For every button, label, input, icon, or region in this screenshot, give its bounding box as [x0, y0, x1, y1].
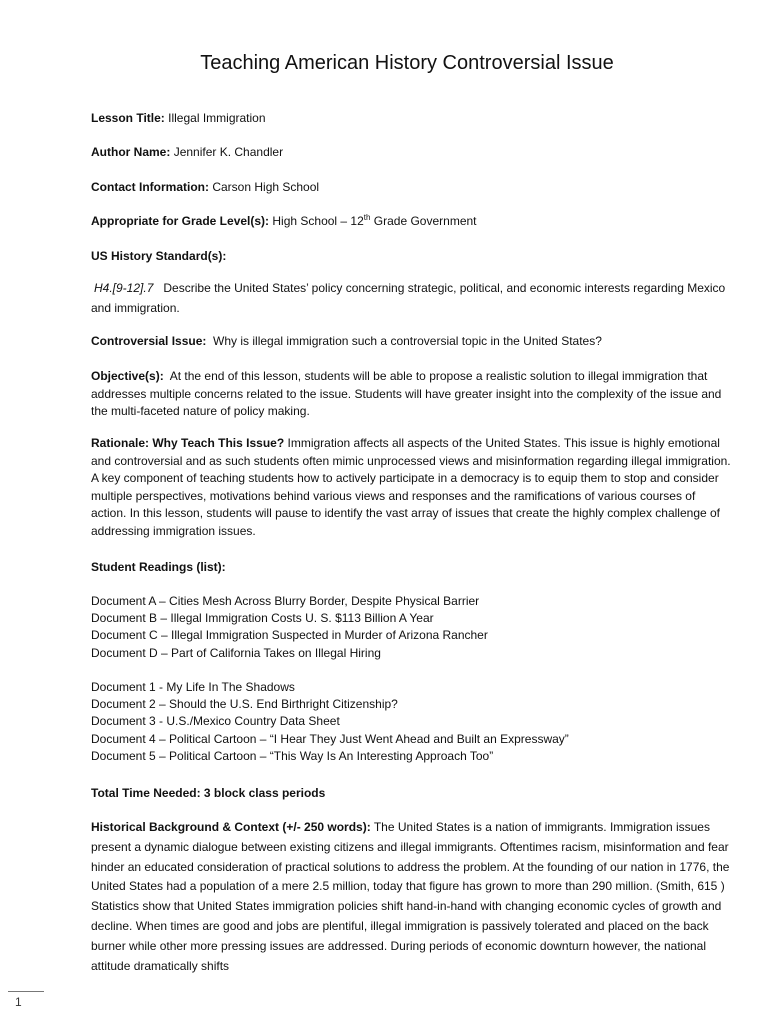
objectives-paragraph: [91, 368, 731, 421]
reading-item: Document 5 – Political Cartoon – “This Way Is An Interesting Approach Too”: [91, 748, 494, 763]
reading-item: Document A – Cities Mesh Across Blurry Border, Despite Physical Barrier: [91, 594, 480, 608]
contact-label: Contact Information:: [91, 180, 209, 194]
grade-level-sup: th: [363, 213, 371, 222]
readings-label: Student Readings (list):: [91, 560, 226, 574]
controversial-issue-line: [91, 333, 731, 351]
readings-group-b: [91, 679, 731, 765]
reading-item: Document 2 – Should the U.S. End Birthright Citizenship?: [91, 697, 398, 712]
background-paragraph: [91, 818, 731, 976]
reading-item: Document B – Illegal Immigration Costs U. S. $113 Billion A Year: [91, 611, 434, 626]
reading-item: Document C – Illegal Immigration Suspected in Murder of Arizona Rancher: [91, 628, 488, 643]
standard-text: Describe the United States’ policy concerning strategic, political, and economic interests regarding Mexico and immigration.: [91, 281, 726, 315]
reading-item: Document 4 – Political Cartoon – “I Hear They Just Went Ahead and Built an Expressway”: [91, 731, 569, 746]
reading-item: Document D – Part of California Takes on Illegal Hiring: [91, 645, 381, 660]
rationale-value: Immigration affects all aspects of the United States. This issue is highly emotional and controversial and as such students often mimic unprocessed views and misinformation regarding illegal immigration. A key component of teaching students how to actively participate in a democracy is to equip them to stop and consider multiple perspectives, motivations behind various views and responses and the ramifications of various courses of action. In this lesson, students will pause to identify the vast array of issues that create the highly complex challenge of addressing immigration issues.: [91, 436, 731, 538]
author-line: [91, 144, 731, 162]
grade-level-line: [91, 213, 731, 231]
page-title: Teaching American History Controversial Issue: [200, 52, 614, 74]
rationale-label: Rationale: Why Teach This Issue?: [91, 436, 285, 450]
standards-heading: [91, 248, 731, 266]
readings-group-a: [91, 593, 731, 662]
reading-item: Document 3 - U.S./Mexico Country Data Sheet: [91, 714, 340, 729]
contact-value: Carson High School: [212, 180, 320, 194]
standard-code: H4.[9-12].7: [94, 281, 154, 295]
background-label: Historical Background & Context (+/- 250 words):: [91, 820, 371, 834]
grade-level-value-post: Grade Government: [370, 214, 477, 228]
contact-line: [91, 179, 731, 197]
page-number: 1: [15, 995, 22, 1009]
background-value: The United States is a nation of immigrants. Immigration issues present a dynamic dialogue between existing citizens and illegal immigrants. Oftentimes racism, misinformation and fear hinder an educated consideration of practical solutions to address the problem. At the founding of our nation in 1776, the United States had a population of a mere 2.5 million, today that figure has grown to more than 290 million. (Smith, 615 ) Statistics show that United States immigration policies shift hand-in-hand with changing economic cycles of growth and decline. When times are good and jobs are plentiful, illegal immigration is passively tolerated and placed on the back burner while other more pressing issues are addressed. During periods of economic downturn however, the national attitude dramatically shifts: [91, 820, 730, 973]
lesson-title-label: Lesson Title:: [91, 111, 165, 125]
author-value: Jennifer K. Chandler: [173, 145, 284, 159]
controversial-issue-value: Why is illegal immigration such a controversial topic in the United States?: [213, 334, 602, 348]
lesson-title-value: Illegal Immigration: [168, 111, 266, 125]
standards-paragraph: [91, 279, 731, 319]
standards-label: US History Standard(s):: [91, 249, 227, 263]
author-label: Author Name:: [91, 145, 171, 159]
grade-level-label: Appropriate for Grade Level(s):: [91, 214, 270, 228]
lesson-title-line: [91, 110, 731, 128]
objectives-label: Objective(s):: [91, 369, 164, 383]
controversial-issue-label: Controversial Issue:: [91, 334, 207, 348]
objectives-value: At the end of this lesson, students will be able to propose a realistic solution to illegal immigration that addresses multiple concerns related to the issue. Students will have greater insight into the complexity of the issue and the multi-faceted nature of policy making.: [91, 369, 722, 419]
readings-heading: [91, 559, 731, 577]
footer-divider: [8, 991, 44, 992]
total-time-line: [91, 785, 731, 803]
reading-item: Document 1 - My Life In The Shadows: [91, 680, 295, 694]
total-time: Total Time Needed: 3 block class periods: [91, 786, 326, 800]
grade-level-value: High School – 12: [272, 214, 364, 228]
rationale-paragraph: [91, 435, 731, 541]
